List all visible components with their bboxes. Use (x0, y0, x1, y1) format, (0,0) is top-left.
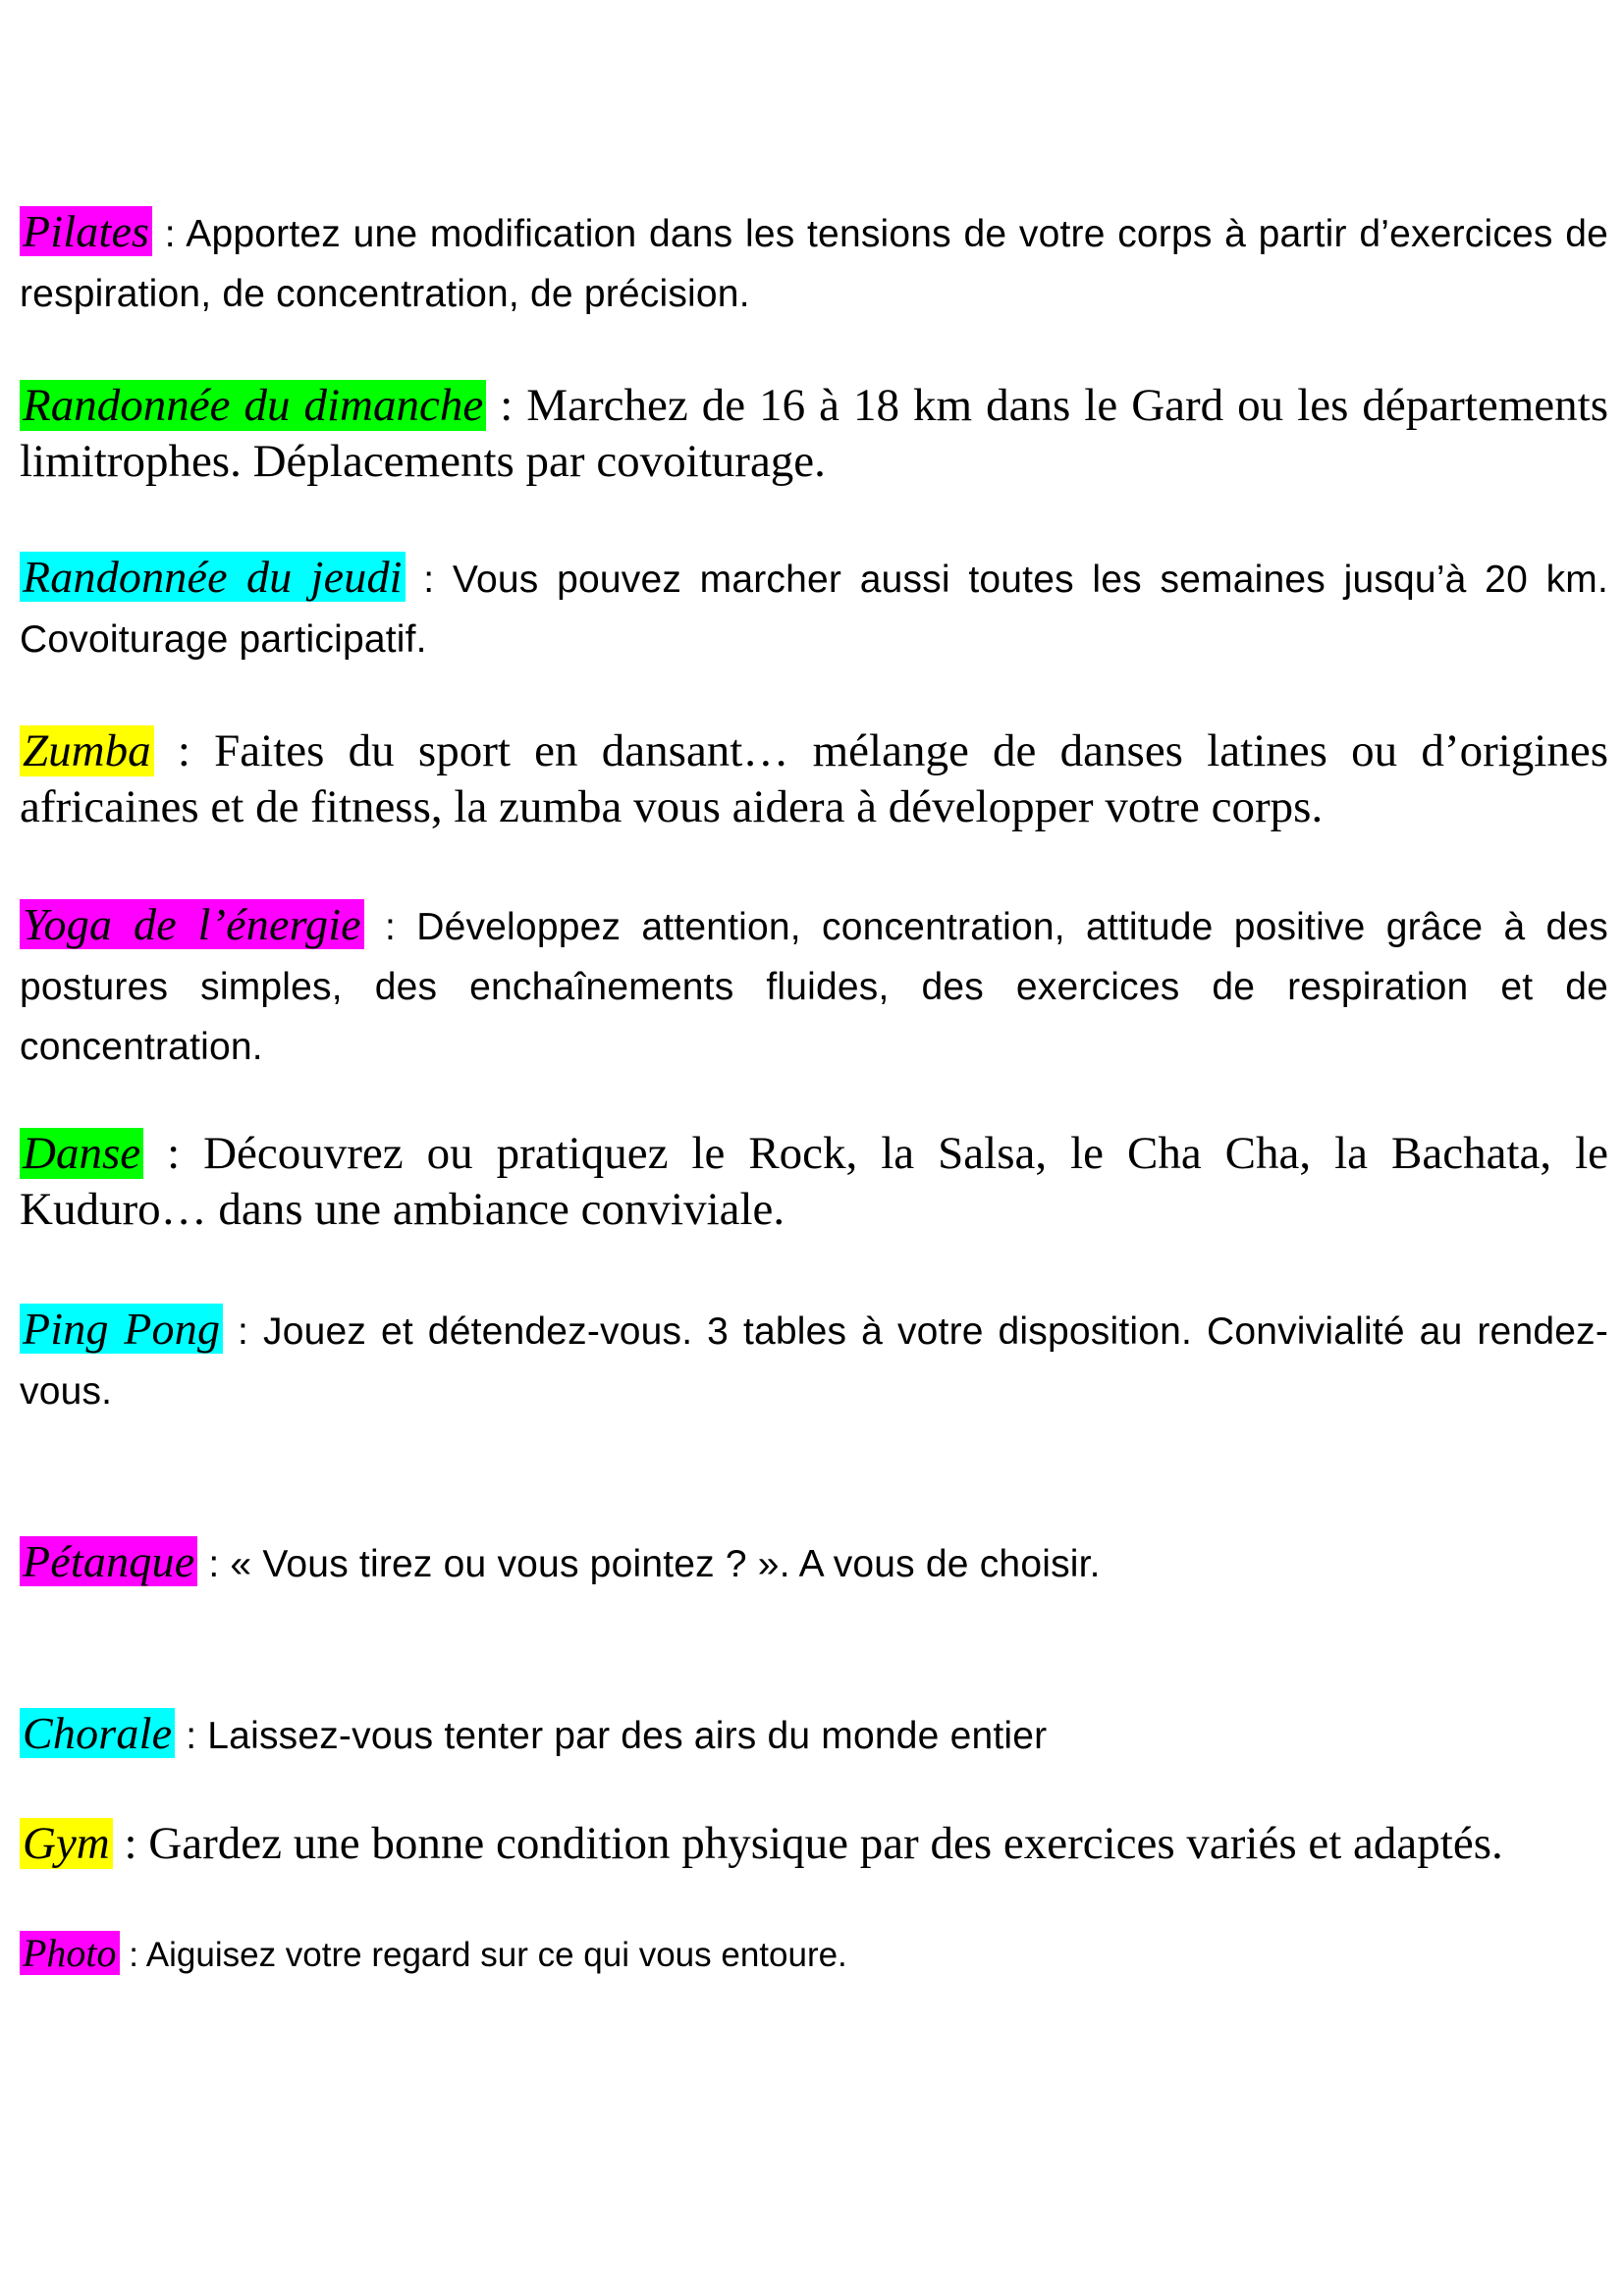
activity-name-ping-pong: Ping Pong (20, 1304, 223, 1354)
activity-name-pilates: Pilates (20, 206, 152, 256)
activity-description-ping-pong: : Jouez et détendez-vous. 3 tables à votre disposition. Convivialité au rendez-vous. (20, 1310, 1609, 1413)
activity-name-zumba: Zumba (20, 725, 154, 776)
activity-description-photo: : Aiguisez votre regard sur ce qui vous entoure. (119, 1936, 847, 1974)
activity-description-zumba: : Faites du sport en dansant… mélange de danses latines ou d’origines africaines et de fitness, la zumba vous aidera à développer votre corps. (20, 725, 1608, 832)
activity-gym (20, 1816, 1608, 1872)
activity-randonnee-dimanche (20, 378, 1608, 490)
activity-description-randonnee-dimanche: : Marchez de 16 à 18 km dans le Gard ou les départements limitrophes. Déplacements par covoiturage. (20, 380, 1608, 487)
activity-yoga (20, 894, 1608, 1077)
activity-description-randonnee-jeudi: : Vous pouvez marcher aussi toutes les semaines jusqu’à 20 km. Covoiturage participatif. (20, 559, 1608, 661)
activity-name-gym: Gym (20, 1818, 113, 1869)
activity-name-randonnee-dimanche: Randonnée du dimanche (20, 380, 486, 431)
activity-name-danse: Danse (20, 1128, 143, 1179)
activity-pilates (20, 201, 1608, 324)
activity-randonnee-jeudi (20, 547, 1608, 669)
activity-name-photo: Photo (20, 1931, 120, 1975)
activity-zumba (20, 723, 1608, 835)
activity-description-pilates: : Apportez une modification dans les tensions de votre corps à partir d’exercices de respiration, de concentration, de précision. (20, 213, 1608, 315)
activity-ping-pong (20, 1299, 1608, 1421)
activity-description-yoga: : Développez attention, concentration, attitude positive grâce à des postures simples, des enchaînements fluides, des exercices de respiration et de concentration. (20, 906, 1609, 1068)
activity-description-gym: : Gardez une bonne condition physique par des exercices variés et adaptés. (112, 1818, 1503, 1869)
activity-description-danse: : Découvrez ou pratiquez le Rock, la Salsa, le Cha Cha, la Bachata, le Kuduro… dans une ambiance conviviale. (20, 1128, 1608, 1235)
activity-name-petanque: Pétanque (20, 1536, 197, 1586)
activity-danse (20, 1126, 1608, 1238)
activity-photo (20, 1929, 1608, 1980)
activity-name-randonnee-jeudi: Randonnée du jeudi (20, 552, 406, 602)
activity-description-petanque: : « Vous tirez ou vous pointez ? ». A vous de choisir. (197, 1543, 1101, 1585)
activity-name-chorale: Chorale (20, 1708, 175, 1758)
activity-petanque (20, 1531, 1608, 1594)
activity-description-chorale: : Laissez-vous tenter par des airs du monde entier (175, 1715, 1048, 1757)
activity-name-yoga: Yoga de l’énergie (20, 899, 364, 949)
activity-chorale (20, 1703, 1608, 1766)
